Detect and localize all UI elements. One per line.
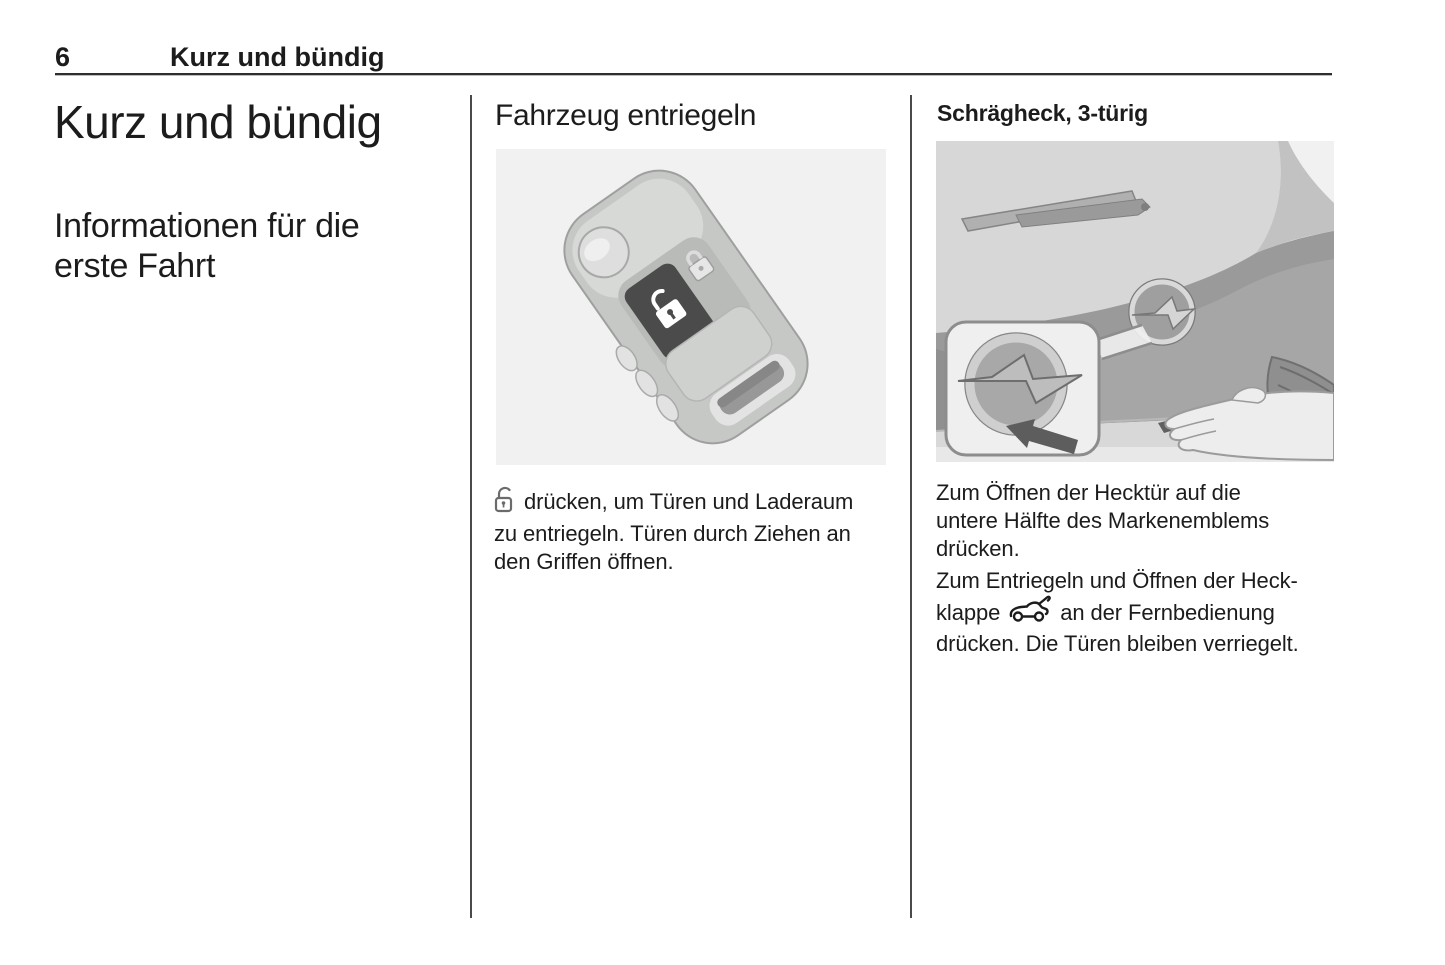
column-separator-2	[910, 95, 912, 918]
section-heading-line1: Informationen für die	[54, 207, 360, 245]
emblem-inset-box	[946, 322, 1099, 455]
right-paragraph-1	[936, 479, 1269, 563]
right-p2-line2-before: klappe	[936, 600, 1001, 625]
column-separator-1	[470, 95, 472, 918]
right-p1-line2: untere Hälfte des Markenemblems	[936, 508, 1270, 533]
header-rule	[55, 73, 1332, 76]
mid-paragraph-line3: den Griffen öffnen.	[494, 549, 674, 574]
right-p2-line1: Zum Entriegeln und Öffnen der Heck-	[936, 568, 1298, 593]
figure-hatchback-rear	[936, 141, 1334, 462]
remote-key-illustration	[496, 149, 886, 465]
tailgate-open-icon	[1008, 595, 1052, 630]
right-p1-line1: Zum Öffnen der Hecktür auf die	[936, 480, 1241, 505]
section-heading	[54, 206, 360, 286]
section-heading-line2: erste Fahrt	[54, 247, 216, 285]
mid-paragraph	[494, 486, 853, 576]
running-header: Kurz und bündig	[170, 42, 385, 72]
right-column-heading: Schrägheck, 3-türig	[937, 100, 1148, 126]
figure-remote-key	[496, 149, 886, 465]
right-paragraph-2	[936, 567, 1299, 658]
mid-column-heading: Fahrzeug entriegeln	[495, 99, 757, 132]
hatchback-rear-illustration	[936, 141, 1334, 462]
right-p1-line3: drücken.	[936, 536, 1020, 561]
right-p2-line2-after: an der Fernbedienung	[1060, 600, 1275, 625]
right-p2-line3: drücken. Die Türen bleiben verriegelt.	[936, 631, 1299, 656]
page-number: 6	[55, 42, 71, 72]
mid-paragraph-line2: zu entriegeln. Türen durch Ziehen an	[494, 521, 851, 546]
chapter-heading: Kurz und bündig	[54, 96, 382, 148]
mid-paragraph-line1: drücken, um Türen und Laderaum	[524, 489, 854, 514]
unlock-icon	[494, 486, 517, 520]
